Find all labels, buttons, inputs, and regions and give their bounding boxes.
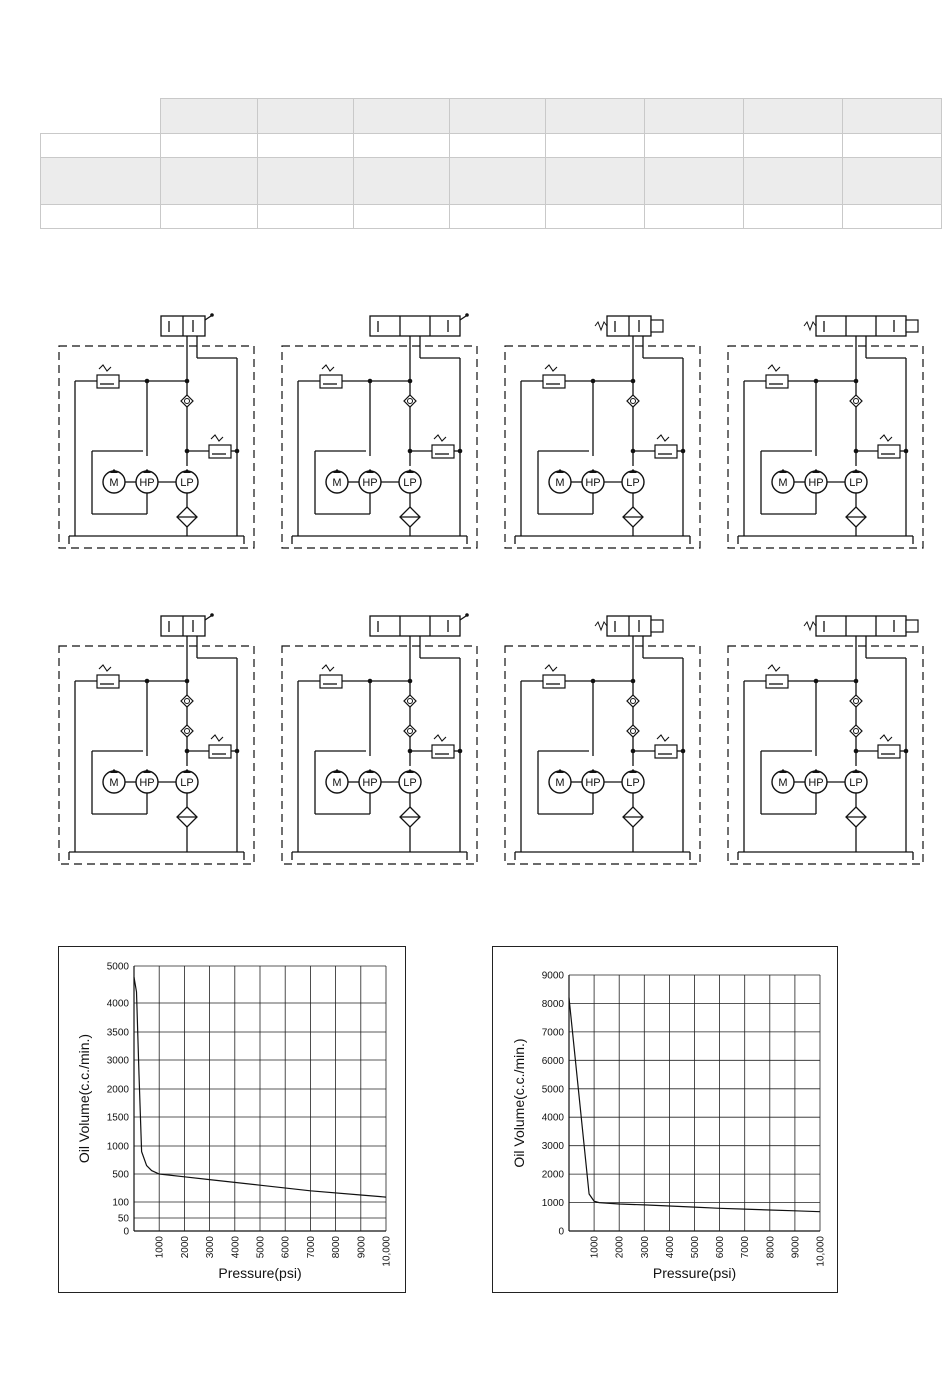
junction-dot (458, 749, 463, 754)
x-tick-label: 7000 (305, 1236, 317, 1259)
schematic-diagram (728, 616, 923, 864)
relief-valve-icon (766, 375, 788, 388)
check-ball-icon (408, 399, 413, 404)
motor-label: M (332, 477, 342, 489)
y-tick-label: 1000 (541, 1198, 564, 1210)
motor-label: M (778, 777, 788, 789)
spring-icon (211, 435, 223, 441)
x-tick-label: 4000 (230, 1236, 242, 1259)
y-tick-label: 8000 (541, 998, 564, 1010)
y-tick-label: 1000 (106, 1141, 129, 1153)
x-tick-label: 9000 (356, 1236, 368, 1259)
spring-icon (595, 622, 607, 630)
junction-dot (235, 749, 240, 754)
y-tick-label: 9000 (541, 970, 564, 982)
lp-pump-label: LP (626, 777, 640, 789)
relief-valve-icon (878, 745, 900, 758)
x-tick-label: 2000 (179, 1236, 191, 1259)
spring-icon (657, 435, 669, 441)
flow-chart-2 (493, 947, 837, 1292)
spring-icon (804, 322, 816, 330)
hp-pump-label: HP (362, 477, 378, 489)
y-tick-label: 50 (117, 1213, 129, 1225)
hp-pump-label: HP (585, 477, 601, 489)
y-tick-label: 2000 (541, 1169, 564, 1181)
hp-pump-label: HP (808, 777, 824, 789)
check-ball-icon (854, 699, 859, 704)
junction-dot (854, 379, 859, 384)
directional-valve-icon (370, 616, 460, 636)
y-axis-label: Oil Volume(c.c./min.) (511, 1038, 527, 1168)
junction-dot (854, 679, 859, 684)
relief-valve-icon (432, 745, 454, 758)
check-ball-icon (185, 399, 190, 404)
check-ball-icon (631, 729, 636, 734)
junction-dot (458, 449, 463, 454)
motor-label: M (555, 777, 565, 789)
lp-pump-label: LP (626, 477, 640, 489)
relief-valve-icon (97, 675, 119, 688)
junction-dot (681, 749, 686, 754)
y-tick-label: 5000 (106, 961, 129, 973)
spring-icon (880, 735, 892, 741)
spring-icon (545, 365, 557, 371)
relief-valve-icon (766, 675, 788, 688)
solenoid-icon (906, 320, 918, 332)
x-tick-label: 10,000 (381, 1236, 393, 1267)
y-tick-label: 5000 (541, 1084, 564, 1096)
y-axis-label: Oil Volume(c.c./min.) (76, 1033, 92, 1164)
schematic-diagram (59, 613, 254, 864)
y-tick-label: 100 (112, 1197, 129, 1209)
lp-pump-label: LP (403, 777, 417, 789)
y-tick-label: 0 (558, 1226, 564, 1238)
x-tick-label: 4000 (664, 1236, 676, 1259)
check-ball-icon (408, 699, 413, 704)
lp-pump-label: LP (849, 777, 863, 789)
motor-label: M (555, 477, 565, 489)
relief-valve-icon (543, 675, 565, 688)
junction-dot (408, 679, 413, 684)
y-tick-label: 3000 (106, 1055, 129, 1067)
y-tick-label: 4000 (541, 1112, 564, 1124)
x-tick-label: 2000 (614, 1236, 626, 1259)
directional-valve-icon (816, 616, 906, 636)
x-tick-label: 6000 (715, 1236, 727, 1259)
motor-label: M (332, 777, 342, 789)
schematic-diagram (505, 316, 700, 548)
y-tick-label: 0 (123, 1226, 129, 1238)
spring-icon (595, 322, 607, 330)
solenoid-icon (906, 620, 918, 632)
lp-pump-label: LP (403, 477, 417, 489)
flow-chart-panel-1 (58, 946, 406, 1293)
x-axis-label: Pressure(psi) (652, 1265, 737, 1281)
spring-icon (99, 665, 111, 671)
motor-label: M (109, 777, 119, 789)
directional-valve-icon (816, 316, 906, 336)
junction-dot (235, 449, 240, 454)
hp-pump-label: HP (585, 777, 601, 789)
y-tick-label: 500 (112, 1169, 129, 1181)
junction-dot (904, 749, 909, 754)
y-tick-label: 2000 (106, 1084, 129, 1096)
check-ball-icon (631, 699, 636, 704)
lever-icon (205, 616, 211, 620)
spring-icon (322, 665, 334, 671)
x-tick-label: 6000 (280, 1236, 292, 1259)
flow-chart-panel-2 (492, 946, 838, 1293)
spring-icon (768, 665, 780, 671)
lever-knob-icon (465, 313, 469, 317)
check-ball-icon (185, 699, 190, 704)
lever-knob-icon (210, 613, 214, 617)
spring-icon (657, 735, 669, 741)
motor-label: M (778, 477, 788, 489)
relief-valve-icon (209, 745, 231, 758)
x-tick-label: 1000 (589, 1236, 601, 1259)
x-tick-label: 5000 (690, 1236, 701, 1259)
y-tick-label: 3500 (106, 1027, 129, 1039)
relief-valve-icon (320, 375, 342, 388)
lever-knob-icon (465, 613, 469, 617)
junction-dot (904, 449, 909, 454)
schematic-diagram (282, 313, 477, 548)
solenoid-icon (651, 320, 663, 332)
lever-icon (460, 316, 466, 320)
check-ball-icon (631, 399, 636, 404)
check-ball-icon (854, 729, 859, 734)
lp-pump-label: LP (180, 777, 194, 789)
junction-dot (631, 379, 636, 384)
schematic-diagram (728, 316, 923, 548)
relief-valve-icon (209, 445, 231, 458)
check-ball-icon (854, 399, 859, 404)
flow-chart-1 (59, 947, 405, 1292)
lever-icon (460, 616, 466, 620)
solenoid-icon (651, 620, 663, 632)
spring-icon (211, 735, 223, 741)
relief-valve-icon (878, 445, 900, 458)
lever-icon (205, 316, 211, 320)
x-tick-label: 3000 (205, 1236, 217, 1259)
lp-pump-label: LP (849, 477, 863, 489)
relief-valve-icon (655, 745, 677, 758)
spring-icon (804, 622, 816, 630)
check-ball-icon (408, 729, 413, 734)
x-tick-label: 5000 (255, 1236, 267, 1259)
y-tick-label: 6000 (541, 1055, 564, 1067)
x-tick-label: 3000 (639, 1236, 651, 1259)
schematic-diagram (59, 313, 254, 548)
schematic-diagram (282, 613, 477, 864)
lp-pump-label: LP (180, 477, 194, 489)
hp-pump-label: HP (808, 477, 824, 489)
motor-label: M (109, 477, 119, 489)
lever-knob-icon (210, 313, 214, 317)
relief-valve-icon (432, 445, 454, 458)
junction-dot (185, 379, 190, 384)
x-tick-label: 8000 (331, 1236, 343, 1259)
junction-dot (408, 379, 413, 384)
spring-icon (434, 435, 446, 441)
relief-valve-icon (543, 375, 565, 388)
x-tick-label: 10,000 (815, 1236, 827, 1267)
relief-valve-icon (320, 675, 342, 688)
x-tick-label: 1000 (154, 1236, 166, 1259)
schematic-diagram (505, 616, 700, 864)
y-tick-label: 4000 (106, 998, 129, 1010)
spring-icon (768, 365, 780, 371)
y-tick-label: 7000 (541, 1027, 564, 1039)
hp-pump-label: HP (362, 777, 378, 789)
junction-dot (631, 679, 636, 684)
spring-icon (99, 365, 111, 371)
hp-pump-label: HP (139, 777, 155, 789)
spring-icon (545, 665, 557, 671)
x-tick-label: 9000 (790, 1236, 802, 1259)
y-tick-label: 3000 (541, 1141, 564, 1153)
relief-valve-icon (97, 375, 119, 388)
junction-dot (185, 679, 190, 684)
junction-dot (681, 449, 686, 454)
hp-pump-label: HP (139, 477, 155, 489)
x-tick-label: 8000 (765, 1236, 777, 1259)
spring-icon (322, 365, 334, 371)
spring-icon (434, 735, 446, 741)
check-ball-icon (185, 729, 190, 734)
spring-icon (880, 435, 892, 441)
relief-valve-icon (655, 445, 677, 458)
y-tick-label: 1500 (106, 1112, 129, 1124)
x-axis-label: Pressure(psi) (218, 1265, 302, 1281)
x-tick-label: 7000 (740, 1236, 752, 1259)
directional-valve-icon (370, 316, 460, 336)
